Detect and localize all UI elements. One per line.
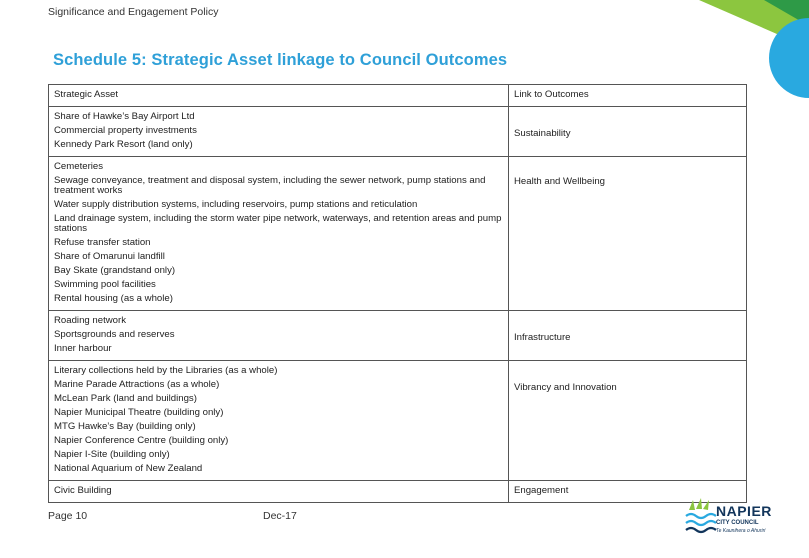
asset-item: Swimming pool facilities — [54, 279, 156, 290]
outcome-cell: Infrastructure — [508, 311, 746, 361]
asset-item: Napier Conference Centre (building only) — [54, 435, 229, 446]
page-header: Significance and Engagement Policy — [48, 6, 219, 18]
page-title: Schedule 5: Strategic Asset linkage to Council Outcomes — [53, 51, 508, 69]
asset-cell — [49, 311, 509, 361]
outcome-cell: Sustainability — [508, 107, 746, 157]
asset-item: Roading network — [54, 315, 126, 326]
asset-item: Refuse transfer station — [54, 237, 151, 248]
asset-item: Bay Skate (grandstand only) — [54, 265, 176, 276]
asset-item: Land drainage system, including the storm water pipe network, waterways, and retention areas and pump stations — [54, 213, 502, 234]
asset-item: Napier I-Site (building only) — [54, 449, 170, 460]
asset-item: Sportsgrounds and reserves — [54, 329, 175, 340]
asset-item: McLean Park (land and buildings) — [54, 393, 197, 404]
asset-cell — [49, 157, 509, 311]
asset-item: Civic Building — [54, 485, 112, 496]
asset-cell — [49, 361, 509, 481]
asset-item: Literary collections held by the Libraries (as a whole) — [54, 365, 278, 376]
asset-cell — [49, 107, 509, 157]
asset-item: Cemeteries — [54, 161, 104, 172]
asset-item: Napier Municipal Theatre (building only) — [54, 407, 224, 418]
strategic-asset-table — [48, 84, 747, 503]
table-row — [49, 361, 747, 481]
header-strategic-asset: Strategic Asset — [49, 85, 509, 107]
asset-item: Water supply distribution systems, including reservoirs, pump stations and reticulation — [54, 199, 418, 210]
outcome-cell: Vibrancy and Innovation — [508, 361, 746, 481]
asset-item: National Aquarium of New Zealand — [54, 463, 203, 474]
asset-item: Rental housing (as a whole) — [54, 293, 173, 304]
logo-wordmark: NAPIER — [716, 503, 772, 519]
asset-item: Inner harbour — [54, 343, 112, 354]
outcome-cell: Engagement — [508, 481, 746, 503]
footer-date: Dec-17 — [263, 510, 297, 522]
header-link-to-outcomes: Link to Outcomes — [508, 85, 746, 107]
table-row — [49, 311, 747, 361]
asset-item: Share of Omarunui landfill — [54, 251, 165, 262]
asset-item: Marine Parade Attractions (as a whole) — [54, 379, 220, 390]
table-row — [49, 481, 747, 503]
asset-item: Sewage conveyance, treatment and disposal system, including the sewer network, pump stations and treatment works — [54, 175, 486, 196]
logo-subtitle: CITY COUNCIL — [716, 520, 759, 526]
asset-item: Commercial property investments — [54, 125, 197, 136]
asset-cell — [49, 481, 509, 503]
asset-item: MTG Hawke’s Bay (building only) — [54, 421, 196, 432]
table-row — [49, 107, 747, 157]
page-number: Page 10 — [48, 510, 88, 522]
asset-item: Kennedy Park Resort (land only) — [54, 139, 193, 150]
asset-item: Share of Hawke’s Bay Airport Ltd — [54, 111, 195, 122]
outcome-cell: Health and Wellbeing — [508, 157, 746, 311]
table-header-row — [49, 85, 747, 107]
table-row — [49, 157, 747, 311]
logo-tagline: Te Kaunihera o Ahuriri — [716, 528, 766, 534]
